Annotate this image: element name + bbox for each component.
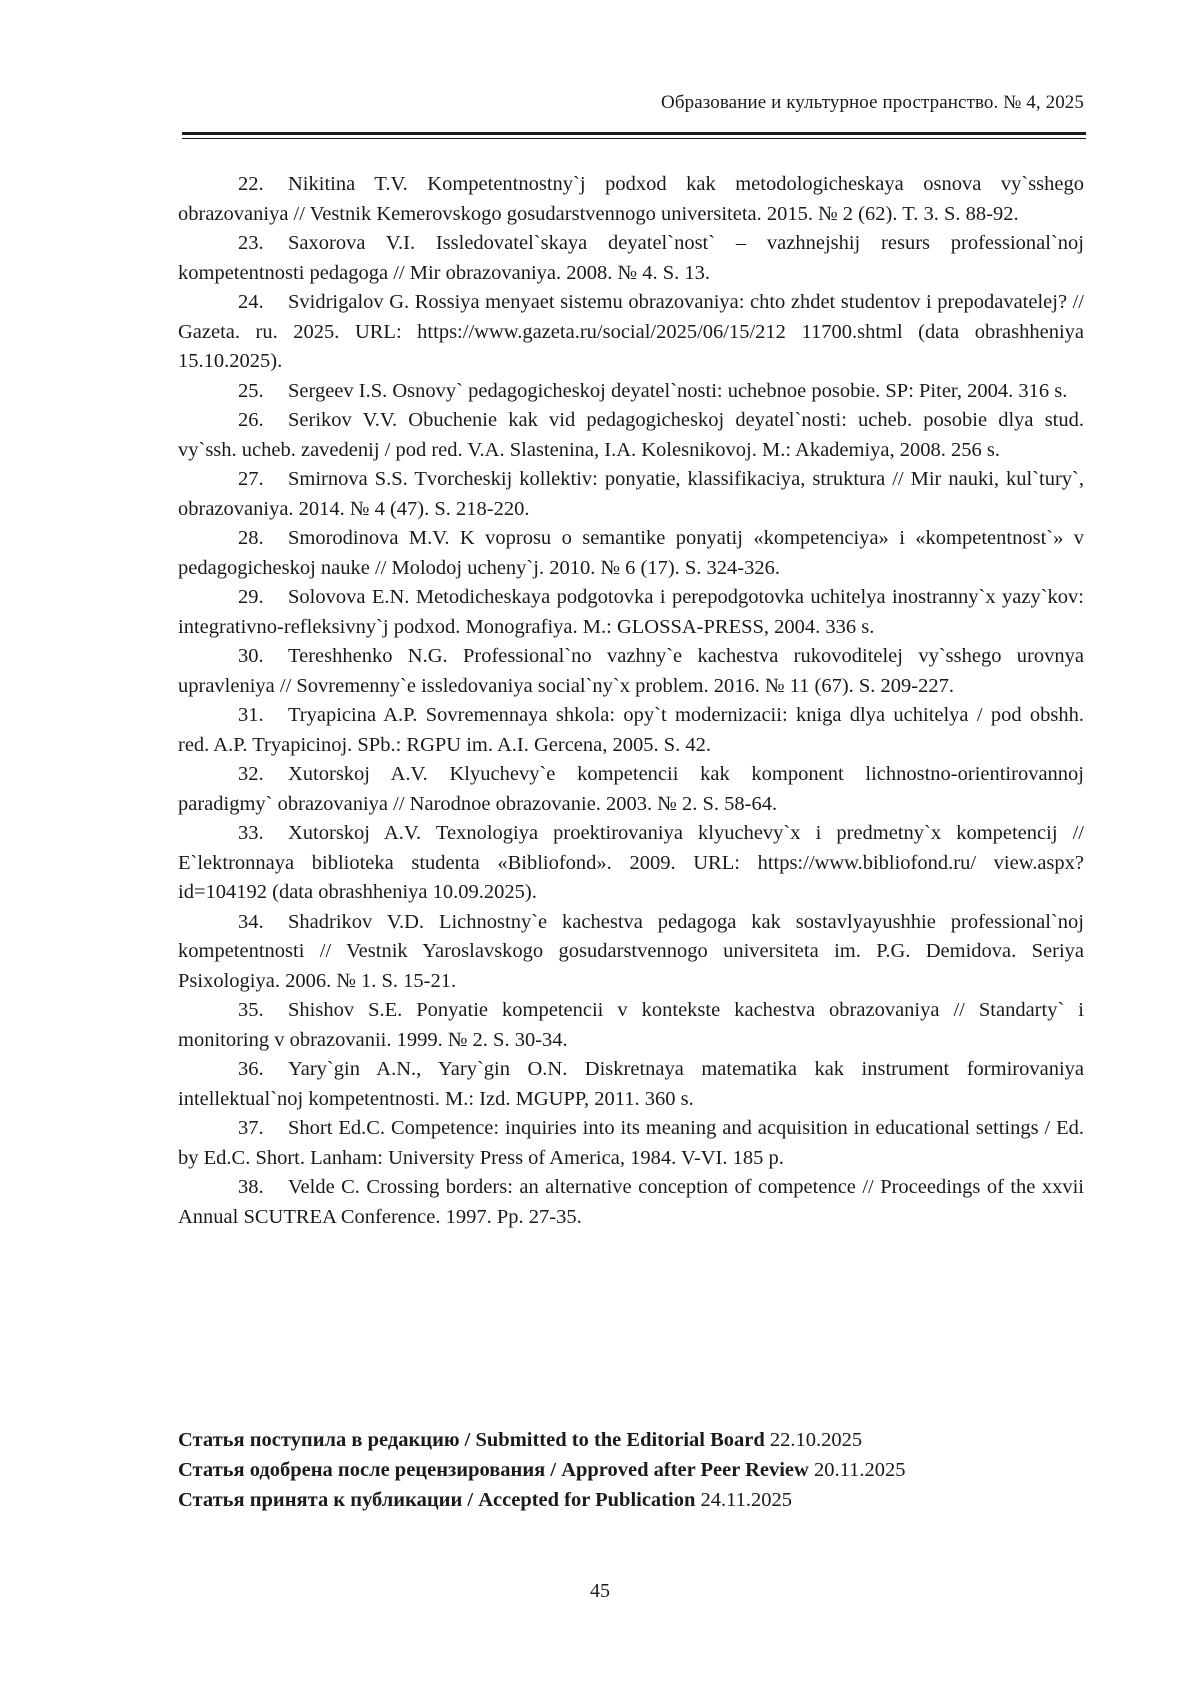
reference-number: 28. — [238, 527, 264, 549]
reference-text: Serikov V.V. Obuchenie kak vid pedagogicheskoj deyatel`nosti: ucheb. posobie dlya stud. vy`ssh. ucheb. zavedenij / pod red. V.A. Slastenina, I.A. Kolesnikovoj. M.: Akademiya, 2008. 256 s. — [178, 409, 1084, 461]
reference-text: Shadrikov V.D. Lichnostny`e kachestva pedagoga kak sostavlyayushhie professional`noj kompetentnosti // Vestnik Yaroslavskogo gosudarstvennogo universiteta im. P.G. Demidova. Seriya Psixologiya. 2006. № 1. S. 15-21. — [178, 910, 1084, 992]
reference-list — [178, 170, 1084, 1232]
reference-number: 23. — [238, 232, 264, 254]
reference-33 — [178, 819, 1084, 908]
reference-23 — [178, 229, 1084, 288]
reference-29 — [178, 583, 1084, 642]
reference-36 — [178, 1055, 1084, 1114]
reference-text: Tereshhenko N.G. Professional`no vazhny`e kachestva rukovoditelej vy`sshego urovnya upravleniya // Sovremenny`e issledovaniya social`ny`x problem. 2016. № 11 (67). S. 209-227. — [178, 645, 1084, 697]
accepted-label: Статья принята к публикации / Accepted for Publication — [178, 1489, 696, 1511]
reference-text: Velde C. Crossing borders: an alternative conception of competence // Proceedings of the xxvii Annual SCUTREA Conference. 1997. Pp. 27-35. — [178, 1176, 1084, 1228]
reference-number: 32. — [238, 763, 264, 785]
reference-text: Smirnova S.S. Tvorcheskij kollektiv: ponyatie, klassifikaciya, struktura // Mir nauki, kul`tury`, obrazovaniya. 2014. № 4 (47). S. 218-220. — [178, 468, 1084, 520]
submitted-date: 22.10.2025 — [769, 1429, 863, 1451]
reference-text: Smorodinova M.V. K voprosu o semantike ponyatij «kompetenciya» i «kompetentnost`» v pedagogicheskoj nauke // Molodoj ucheny`j. 2010. № 6 (17). S. 324-326. — [178, 527, 1084, 579]
header-rule-thin — [182, 138, 1086, 139]
reference-number: 36. — [238, 1058, 264, 1080]
reference-35 — [178, 996, 1084, 1055]
accepted-line — [178, 1485, 1084, 1515]
reference-text: Nikitina T.V. Kompetentnostny`j podxod kak metodologicheskaya osnova vy`sshego obrazovaniya // Vestnik Kemerovskogo gosudarstvennogo universiteta. 2015. № 2 (62). T. 3. S. 88-92. — [178, 173, 1084, 225]
reference-number: 22. — [238, 173, 264, 195]
reference-text: Xutorskoj A.V. Texnologiya proektirovaniya klyuchevy`x i predmetny`x kompetencij // E`lektronnaya biblioteka studenta «Bibliofond». 2009. URL: https://www.bibliofond.ru/ view.aspx?id=104192 (data obrashheniya 10.09.2025). — [178, 822, 1084, 903]
reference-34 — [178, 908, 1084, 997]
reference-number: 37. — [238, 1117, 264, 1139]
reference-number: 38. — [238, 1176, 264, 1198]
reference-number: 31. — [238, 704, 264, 726]
page-number: 45 — [590, 1580, 610, 1602]
reference-number: 27. — [238, 468, 264, 490]
accepted-date: 24.11.2025 — [700, 1489, 792, 1511]
reference-38 — [178, 1173, 1084, 1232]
reference-text: Yary`gin A.N., Yary`gin O.N. Diskretnaya matematika kak instrument formirovaniya intellektual`noj kompetentnosti. M.: Izd. MGUPP, 2011. 360 s. — [178, 1058, 1084, 1110]
reference-text: Xutorskoj A.V. Klyuchevy`e kompetencii kak komponent lichnostno-orientirovannoj paradigmy` obrazovaniya // Narodnoe obrazovanie. 2003. № 2. S. 58-64. — [178, 763, 1084, 815]
reference-26 — [178, 406, 1084, 465]
submitted-label: Статья поступила в редакцию / Submitted to the Editorial Board — [178, 1429, 765, 1451]
reference-24 — [178, 288, 1084, 377]
reference-number: 35. — [238, 999, 264, 1021]
reference-text: Sergeev I.S. Osnovy` pedagogicheskoj deyatel`nosti: uchebnoe posobie. SP: Piter, 2004. 316 s. — [288, 379, 1068, 402]
approved-date: 20.11.2025 — [813, 1459, 906, 1481]
reference-number: 33. — [238, 822, 264, 844]
approved-label: Статья одобрена после рецензирования / Approved after Peer Review — [178, 1459, 809, 1481]
reference-number: 25. — [238, 379, 264, 402]
reference-30 — [178, 642, 1084, 701]
approved-line — [178, 1455, 1084, 1485]
running-head: Образование и культурное пространство. № 4, 2025 — [661, 92, 1084, 113]
reference-text: Shishov S.E. Ponyatie kompetencii v kontekste kachestva obrazovaniya // Standarty` i monitoring v obrazovanii. 1999. № 2. S. 30-34. — [178, 999, 1084, 1051]
header-rule-thick — [182, 132, 1086, 135]
reference-text: Solovova E.N. Metodicheskaya podgotovka i perepodgotovka uchitelya inostranny`x yazy`kov: integrativno-refleksivny`j podxod. Monografiya. M.: GLOSSA-PRESS, 2004. 336 s. — [178, 586, 1084, 638]
reference-25 — [178, 377, 1084, 407]
reference-number: 24. — [238, 291, 264, 313]
reference-text: Tryapicina A.P. Sovremennaya shkola: opy`t modernizacii: kniga dlya uchitelya / pod obshh. red. A.P. Tryapicinoj. SPb.: RGPU im. A.I. Gercena, 2005. S. 42. — [178, 704, 1084, 756]
editorial-dates — [178, 1425, 1084, 1515]
reference-number: 34. — [238, 910, 264, 933]
reference-32 — [178, 760, 1084, 819]
reference-number: 26. — [238, 409, 264, 431]
reference-37 — [178, 1114, 1084, 1173]
submitted-line — [178, 1425, 1084, 1455]
reference-27 — [178, 465, 1084, 524]
reference-22 — [178, 170, 1084, 229]
reference-number: 30. — [238, 645, 264, 667]
reference-number: 29. — [238, 586, 264, 608]
reference-text: Saxorova V.I. Issledovatel`skaya deyatel`nost` – vazhnejshij resurs professional`noj kompetentnosti pedagoga // Mir obrazovaniya. 2008. № 4. S. 13. — [178, 232, 1084, 284]
reference-28 — [178, 524, 1084, 583]
reference-31 — [178, 701, 1084, 760]
reference-text: Short Ed.C. Competence: inquiries into its meaning and acquisition in educational settings / Ed. by Ed.C. Short. Lanham: University Press of America, 1984. V-VI. 185 p. — [178, 1117, 1084, 1169]
reference-text: Svidrigalov G. Rossiya menyaet sistemu obrazovaniya: chto zhdet studentov i prepodavatelej? // Gazeta. ru. 2025. URL: https://www.gazeta.ru/social/2025/06/15/212 11700.shtml (data obrashheniya 15.10.2025). — [178, 291, 1084, 372]
